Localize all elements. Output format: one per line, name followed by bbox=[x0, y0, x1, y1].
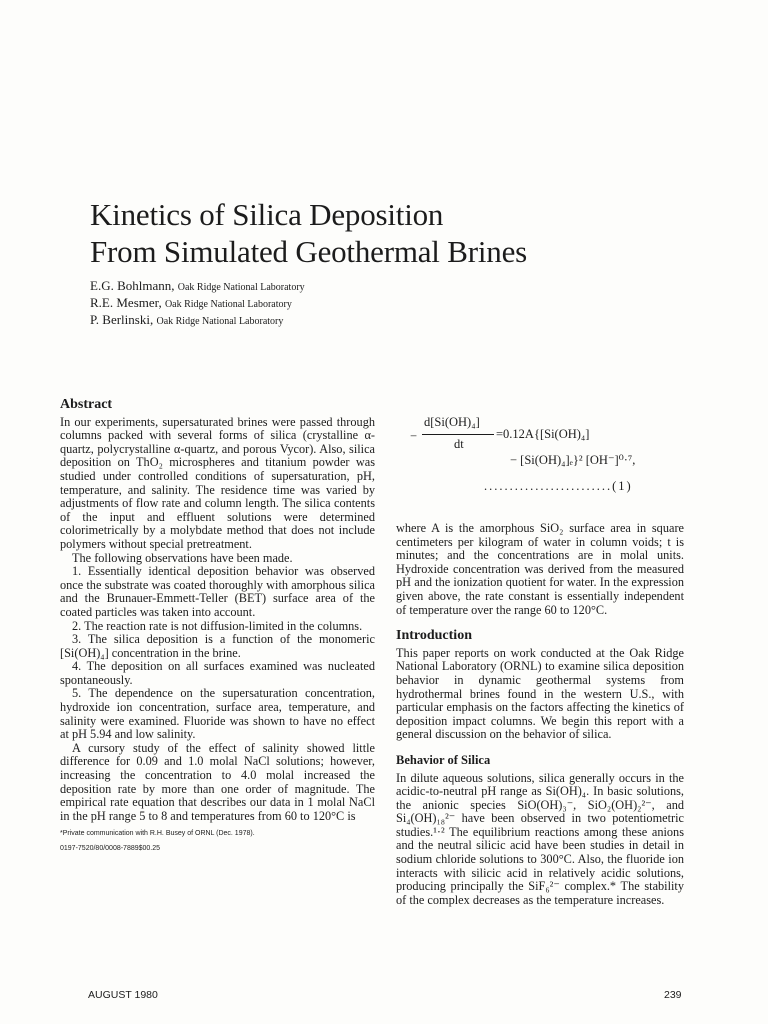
equation-minus: − bbox=[410, 429, 418, 443]
title-line-2: From Simulated Geothermal Brines bbox=[90, 234, 527, 269]
observation-5: 5. The dependence on the supersaturation concentration, hydroxide ion concentration, surface area, temperature, and salinity were examined. Fluoride was shown to have no effect at pH 5.94 and low salinity. bbox=[60, 686, 375, 742]
behavior-heading: Behavior of Silica bbox=[396, 752, 491, 767]
rate-equation bbox=[396, 414, 684, 506]
behavior-paragraph: In dilute aqueous solutions, silica generally occurs in the acidic-to-neutral pH range as Si(OH)₄. In basic solutions, the anionic species SiO(OH)₃⁻, SiO₂(OH)₂²⁻, and Si₄(OH)₁₈²⁻ have been observed in two potentiometric studies.¹·² The equilibrium reactions among these anions and the neutral silicic acid have been studies in detail in sodium chloride solutions to 300°C. Also, the fluoride ion interacts with silicic acid in relatively acidic solutions, producing principally the SiF₆²⁻ complex.* The stability of the complex decreases as the temperature increases. bbox=[396, 770, 684, 907]
fraction-bar bbox=[422, 434, 494, 435]
footer-date: AUGUST 1980 bbox=[88, 989, 158, 1001]
author-1: E.G. Bohlmann, Oak Ridge National Laboratory bbox=[90, 278, 305, 293]
right-column bbox=[396, 414, 684, 907]
article-code: 0197-7520/80/0008-7889$00.25 bbox=[60, 845, 161, 853]
author-3: P. Berlinski, Oak Ridge National Laboratory bbox=[90, 312, 284, 328]
abstract-paragraph-1: In our experiments, supersaturated brines were passed through columns packed with several forms of silica (crystalline α-quartz, polycrystalline α-quartz, and porous Vycor). Also, silica deposition on ThO₂ microspheres and titanium powder was studied under controlled conditions of supersaturation, pH, temperature, and salinity. The residence time was varied by adjustments of flow rate and column length. The silica contents of the input and effluent solutions were determined colorimetrically by a molybdate method that does not include polymers without special pretreatment. bbox=[60, 414, 375, 551]
title-line-1: Kinetics of Silica Deposition bbox=[90, 197, 444, 232]
footnote: *Private communication with R.H. Busey of ORNL (Dec. 1978). bbox=[60, 830, 255, 838]
equation-rhs-2: − [Si(OH)₄]ₑ}² [OH⁻]⁰·⁷, bbox=[510, 453, 636, 467]
introduction-paragraph: This paper reports on work conducted at the Oak Ridge National Laboratory (ORNL) to examine silica deposition behavior in dynamic geothermal systems from hydrothermal brines found in the western U.S., with particular emphasis on the factors affecting the kinetics of deposition impact columns. We begin this report with a general discussion on the behavior of silica. bbox=[396, 645, 684, 742]
observation-2: 2. The reaction rate is not diffusion-limited in the columns. bbox=[72, 618, 363, 633]
equation-numerator: d[Si(OH)₄] bbox=[424, 415, 480, 429]
observation-4: 4. The deposition on all surfaces examined was nucleated spontaneously. bbox=[60, 659, 375, 687]
author-2: R.E. Mesmer, Oak Ridge National Laboratory bbox=[90, 295, 292, 311]
abstract-paragraph-salinity: A cursory study of the effect of salinity showed little difference for 0.09 and 1.0 molal NaCl solutions; however, increasing the concentration to 4.0 molal increased the deposition rate by more than one order of magnitude. The empirical rate equation that describes our data in 1 molal NaCl in the pH range 5 to 8 and temperatures from 60 to 120°C is bbox=[60, 740, 375, 823]
abstract-paragraph-2: The following observations have been made. bbox=[72, 550, 293, 565]
observation-3: 3. The silica deposition is a function of the monomeric [Si(OH)₄] concentration in the brine. bbox=[60, 632, 375, 660]
left-column bbox=[60, 398, 375, 853]
page-number: 239 bbox=[664, 989, 682, 1001]
observation-1: 1. Essentially identical deposition behavior was observed once the substrate was coated thoroughly with amorphous silica and the Brunauer-Emmett-Teller (BET) surface area of the coated particles was taken into account. bbox=[60, 564, 375, 619]
equation-explanation: where A is the amorphous SiO₂ surface area in square centimeters per kilogram of water in column voids; t is minutes; and the concentrations are in molal units. Hydroxide concentration was derived from the measured pH and the ionization quotient for water. In the expression given above, the rate constant is essentially independent of temperature over the range 60 to 120°C. bbox=[396, 521, 684, 617]
equation-denominator: dt bbox=[454, 437, 464, 451]
abstract-heading: Abstract bbox=[60, 397, 113, 412]
equation-rhs-1: =0.12A{[Si(OH)₄] bbox=[496, 427, 590, 441]
author-list bbox=[90, 278, 690, 330]
equation-number: .........................(1) bbox=[484, 479, 633, 493]
introduction-heading: Introduction bbox=[396, 628, 472, 644]
paper-title bbox=[90, 196, 710, 270]
